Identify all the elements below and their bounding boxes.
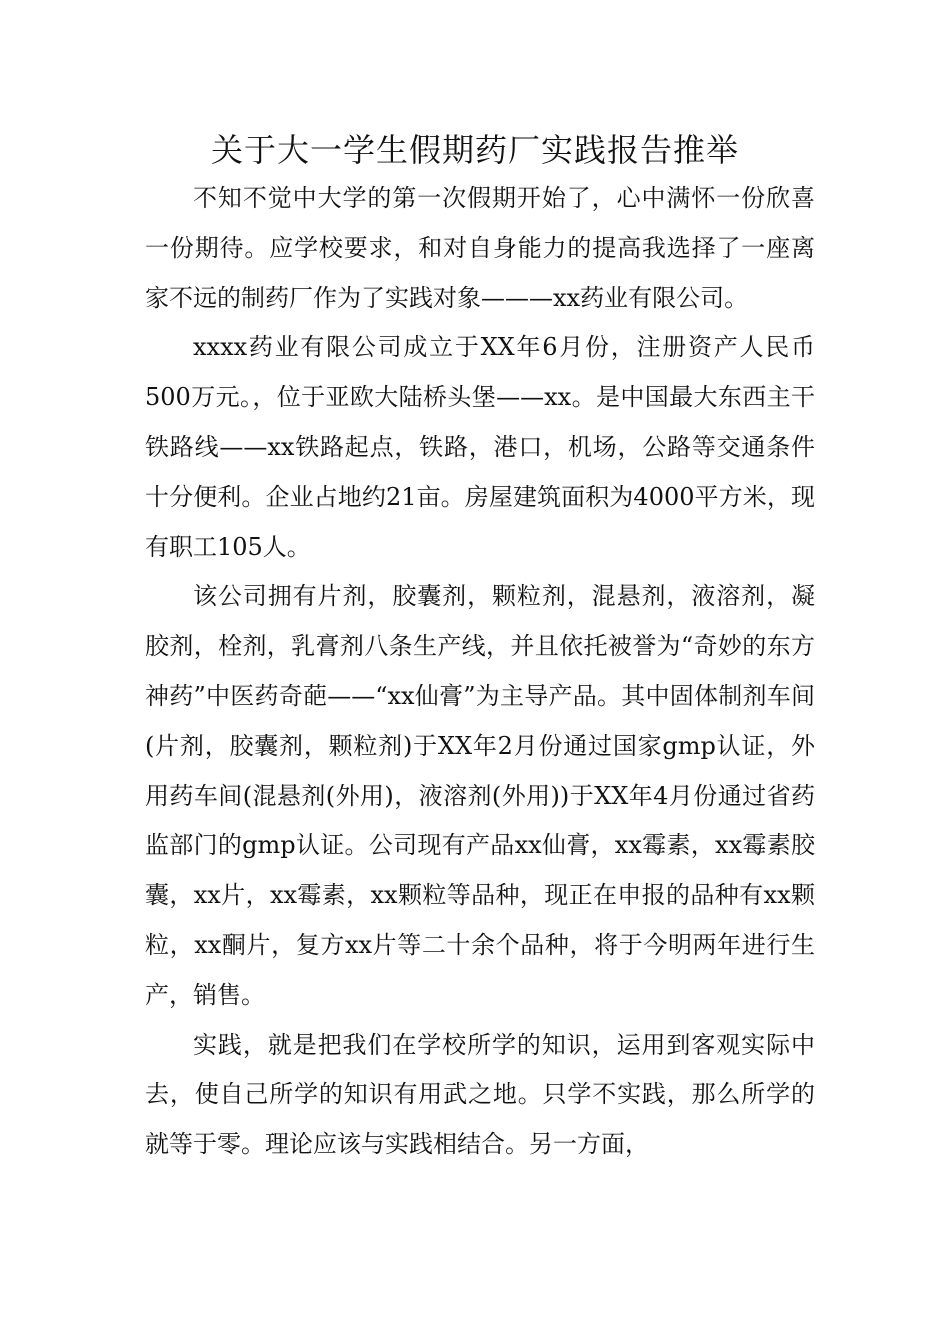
paragraph-company-profile: xxxx药业有限公司成立于XX年6月份，注册资产人民币500万元。，位于亚欧大陆桥头堡——xx。是中国最大东西主干铁路线——xx铁路起点，铁路，港口，机场，公路等交通条件十分便利。企业占地约21亩。房屋建筑面积为4000平方米，现有职工105人。 xyxy=(145,333,815,561)
document-title: 关于大一学生假期药厂实践报告推举 xyxy=(210,131,739,169)
paragraph-intro: 不知不觉中大学的第一次假期开始了，心中满怀一份欣喜一份期待。应学校要求，和对自身能力的提高我选择了一座离家不远的制药厂作为了实践对象———xx药业有限公司。 xyxy=(145,184,815,312)
paragraph-practice-meaning: 实践，就是把我们在学校所学的知识，运用到客观实际中去，使自己所学的知识有用武之地。只学不实践，那么所学的就等于零。理论应该与实践相结合。另一方面， xyxy=(145,1030,815,1159)
paragraph-production-lines: 该公司拥有片剂，胶囊剂，颗粒剂，混悬剂，液溶剂，凝胶剂，栓剂，乳膏剂八条生产线，并且依托被誉为“奇妙的东方神药”中医药奇葩——“xx仙膏”为主导产品。其中固体制剂车间(片剂，胶囊剂，颗粒剂)于XX年2月份通过国家gmp认证，外用药车间(混悬剂(外用)，液溶剂(外用))于XX年4月份通过省药监部门的gmp认证。公司现有产品xx仙膏，xx霉素，xx霉素胶囊，xx片，xx霉素，xx颗粒等品种，现正在申报的品种有xx颗粒，xx酮片，复方xx片等二十余个品种，将于今明两年进行生产，销售。 xyxy=(145,582,815,1009)
document-body xyxy=(145,174,815,1170)
